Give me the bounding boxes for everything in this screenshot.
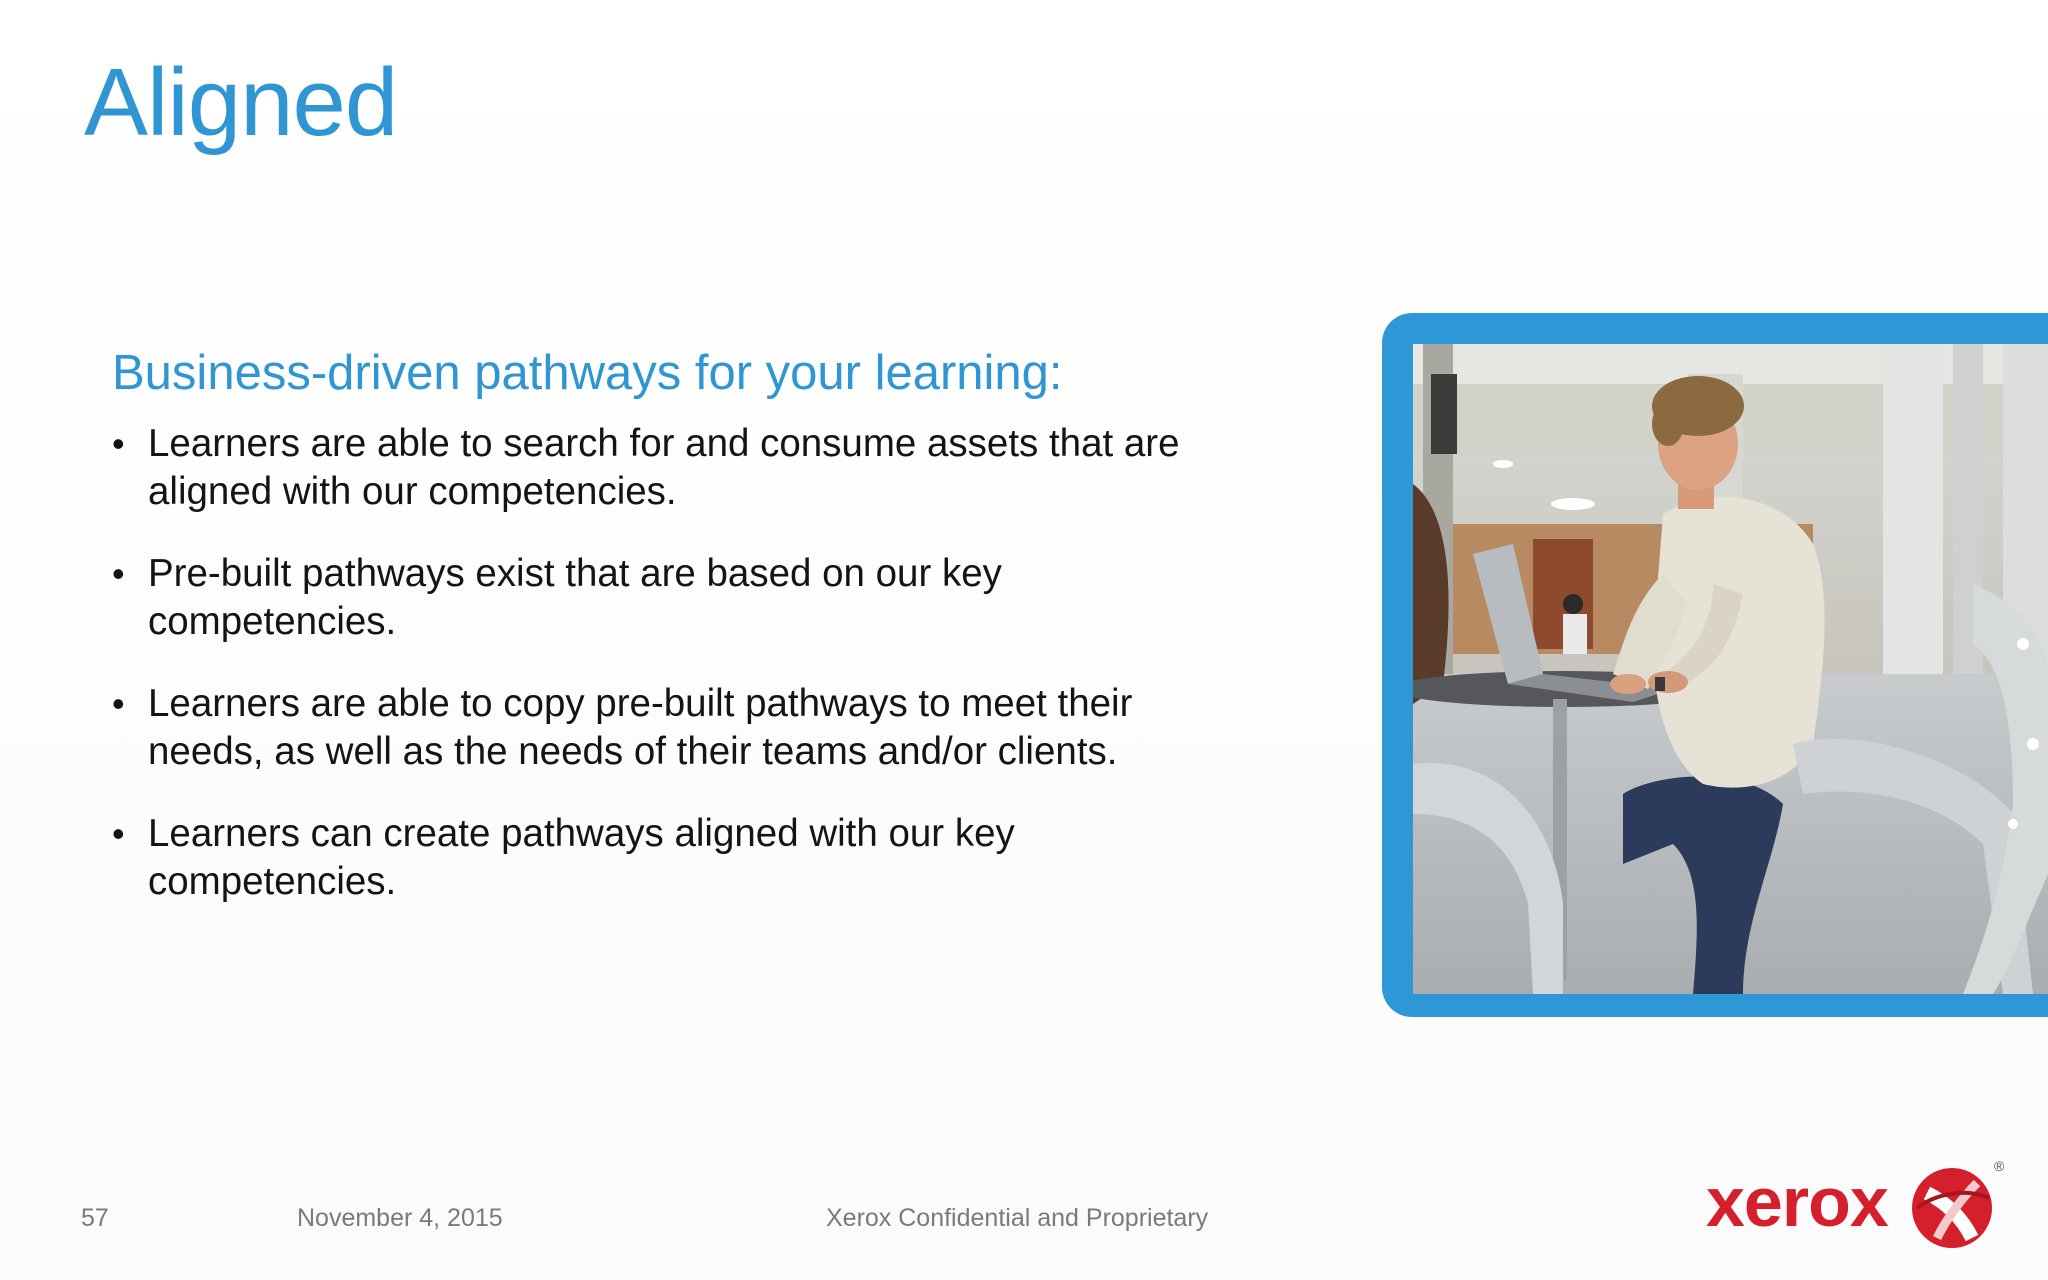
bullet-text-line: competencies. bbox=[148, 860, 397, 903]
bullet-text-line: Learners are able to copy pre-built pathways to meet their bbox=[148, 682, 1133, 725]
footer-date: November 4, 2015 bbox=[297, 1204, 503, 1232]
bullet-item bbox=[112, 550, 1262, 646]
bullet-text-line: aligned with our competencies. bbox=[148, 470, 677, 513]
bullet-text-line: needs, as well as the needs of their teams and/or clients. bbox=[148, 730, 1118, 773]
bullet-marker: • bbox=[112, 813, 125, 854]
slide-title: Aligned bbox=[84, 49, 398, 156]
bullet-text-line: Learners are able to search for and consume assets that are bbox=[148, 422, 1180, 465]
slide-subtitle: Business-driven pathways for your learning: bbox=[112, 346, 1063, 400]
bullet-text-line: Learners can create pathways aligned with our key bbox=[148, 812, 1015, 855]
xerox-ball-icon bbox=[1907, 1163, 1997, 1253]
photo-man-with-laptop bbox=[1413, 344, 2048, 994]
bullet-item bbox=[112, 810, 1262, 906]
bullet-item bbox=[112, 420, 1262, 516]
logo-wordmark: xerox bbox=[1706, 1163, 1888, 1241]
bullet-item bbox=[112, 680, 1262, 776]
bullet-marker: • bbox=[112, 683, 125, 724]
bullet-marker: • bbox=[112, 423, 125, 464]
bullet-list bbox=[112, 420, 1262, 940]
bullet-text-line: competencies. bbox=[148, 600, 397, 643]
confidential-notice: Xerox Confidential and Proprietary bbox=[826, 1204, 1209, 1232]
xerox-logo bbox=[1706, 1160, 2006, 1260]
bullet-text-line: Pre-built pathways exist that are based on our key bbox=[148, 552, 1002, 595]
registered-mark: ® bbox=[1994, 1158, 2005, 1174]
page-number: 57 bbox=[81, 1204, 109, 1232]
bullet-marker: • bbox=[112, 553, 125, 594]
